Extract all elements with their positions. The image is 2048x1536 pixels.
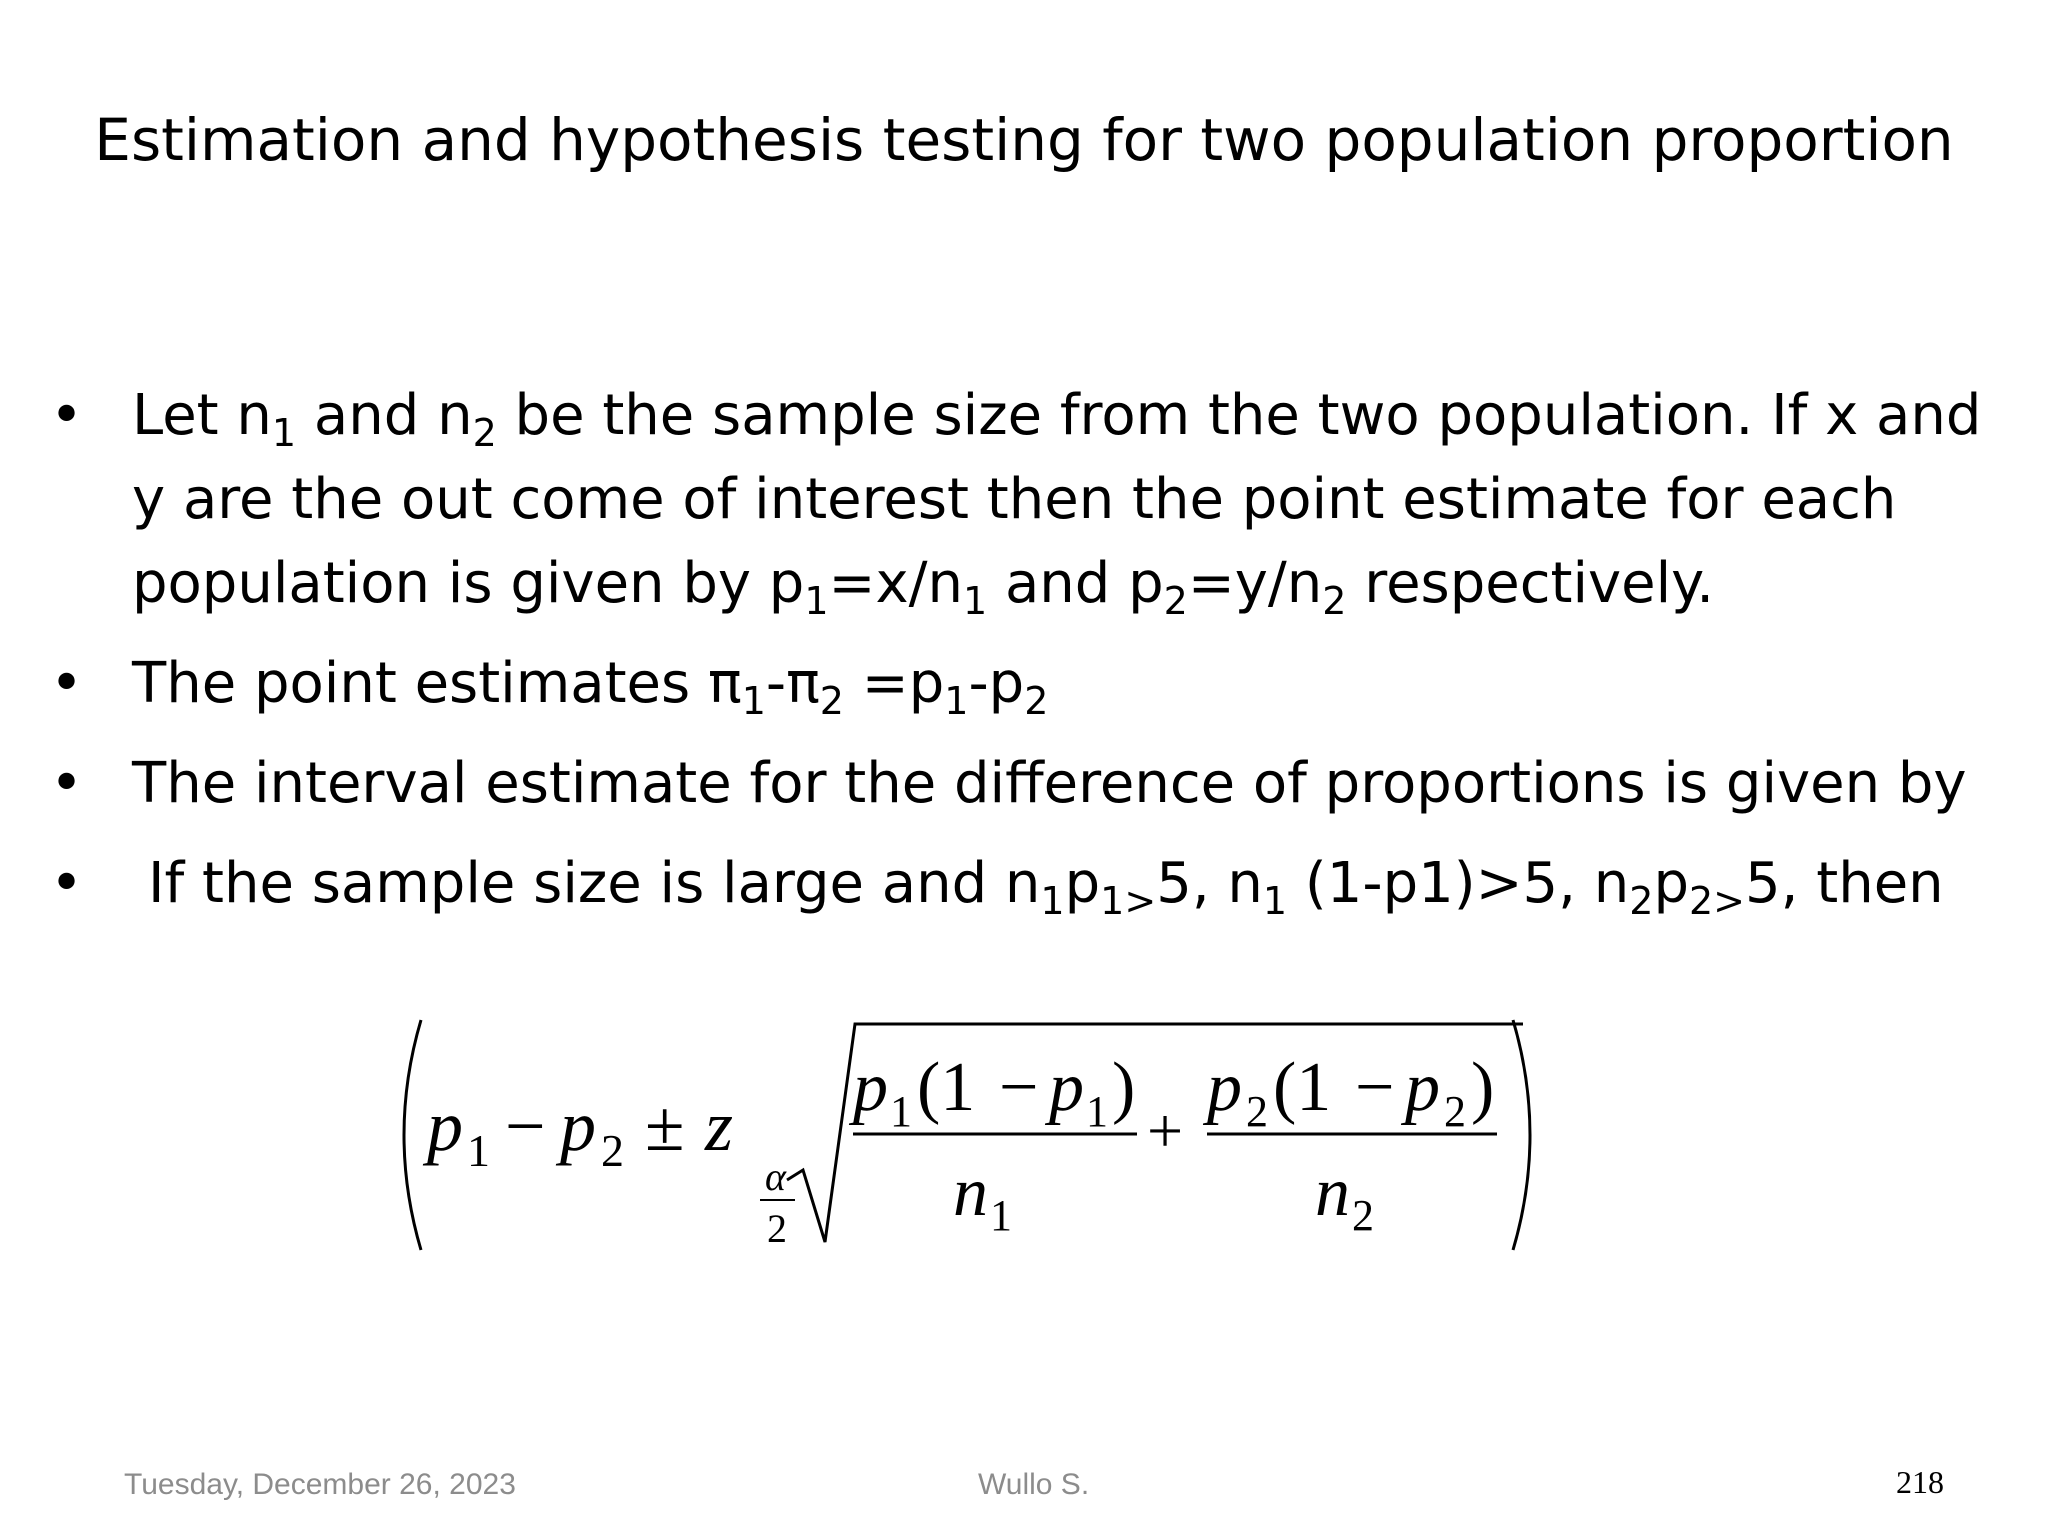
bullet-text: If the sample size is large and $n_1p_{1>}5$, $n_1$ (1-p1)>5, $n_2p_{2>}5$, then — [148, 851, 1944, 923]
numerator-two-open: (1 — [1273, 1049, 1332, 1126]
numerator-two-p-sub: 2 — [1246, 1087, 1268, 1136]
denominator-one-n: n — [953, 1154, 988, 1231]
formula-plus-minus: ± — [645, 1086, 685, 1166]
formula-plus: + — [1147, 1095, 1184, 1166]
numerator-one-open: (1 — [917, 1049, 976, 1126]
bullet-text: The point estimates $\pi_1-\pi_2 =p_1-p_2$ — [132, 651, 1049, 723]
numerator-one-minus: − — [999, 1049, 1039, 1126]
formula-alpha: α — [765, 1154, 786, 1199]
numerator-one-p-inner: p — [1049, 1049, 1084, 1126]
bullet-text: The interval estimate for the difference of proportions is given by — [132, 751, 1967, 816]
bullet-item-sample-sizes — [50, 374, 2000, 626]
bullet-item-interval-estimate — [50, 742, 2000, 826]
slide-title: Estimation and hypothesis testing for two population proportion — [94, 106, 1954, 174]
bullet-dot-icon: • — [50, 751, 84, 816]
numerator-one-p-sub: 1 — [890, 1087, 912, 1136]
denominator-two-sub: 2 — [1352, 1191, 1374, 1240]
numerator-two-minus: − — [1355, 1049, 1395, 1126]
numerator-two-close: ) — [1471, 1049, 1495, 1126]
bullet-list — [50, 374, 2000, 942]
footer-author: Wullo S. — [978, 1468, 1090, 1501]
denominator-one-sub: 1 — [990, 1191, 1012, 1240]
formula-subscript-one: 1 — [467, 1125, 490, 1176]
left-big-parenthesis — [404, 1020, 421, 1250]
right-big-parenthesis — [1513, 1020, 1530, 1250]
numerator-one-close: ) — [1112, 1049, 1136, 1126]
footer-date: Tuesday, December 26, 2023 — [124, 1468, 516, 1501]
numerator-two-p-inner-sub: 2 — [1444, 1087, 1466, 1136]
denominator-two-n: n — [1315, 1154, 1350, 1231]
confidence-interval-formula — [385, 1010, 1565, 1260]
formula-p-first: p — [427, 1086, 463, 1166]
numerator-one-p: p — [853, 1049, 888, 1126]
numerator-two-p-inner: p — [1405, 1049, 1440, 1126]
bullet-text: Let $n_1$ and $n_2$ be the sample size from the two population. If x and y are the out come of interest then the point estimate for each population is given by $p_1=x/n_1$ and $p_2=y/n_2$ respectively. — [132, 383, 1982, 623]
bullet-dot-icon: • — [50, 383, 84, 448]
formula-minus: − — [505, 1086, 546, 1166]
formula-z: z — [705, 1086, 734, 1166]
numerator-one-p-inner-sub: 1 — [1086, 1087, 1108, 1136]
bullet-item-large-sample-condition — [50, 842, 2000, 926]
formula-alpha-denominator: 2 — [767, 1206, 787, 1251]
formula-p-second: p — [560, 1086, 596, 1166]
bullet-item-point-estimates — [50, 642, 2000, 726]
bullet-dot-icon: • — [50, 851, 84, 916]
page-number: 218 — [1896, 1464, 1944, 1500]
bullet-dot-icon: • — [50, 651, 84, 716]
numerator-two-p: p — [1207, 1049, 1242, 1126]
formula-subscript-two: 2 — [601, 1125, 624, 1176]
